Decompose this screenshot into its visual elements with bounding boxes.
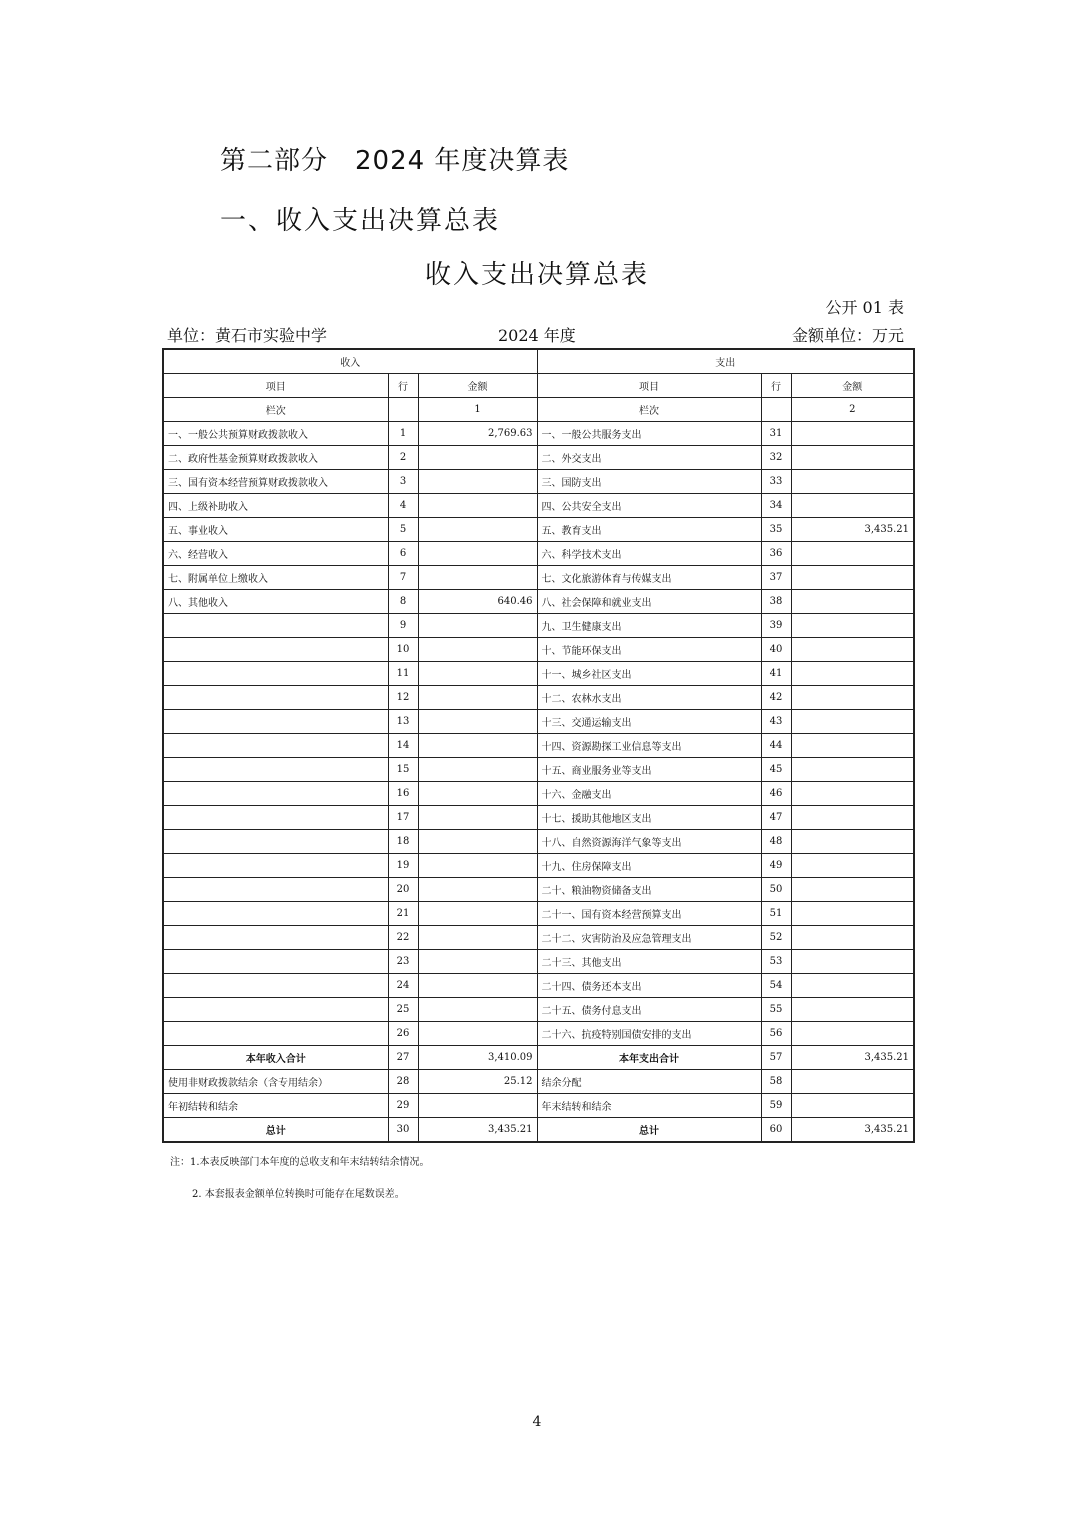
expense-item-cell: 十八、自然资源海洋气象等支出: [537, 830, 761, 854]
expense-amount-cell: [791, 1094, 914, 1118]
expense-amount-cell: [791, 902, 914, 926]
expense-amount-cell: 3,435.21: [791, 1118, 914, 1143]
expense-amount-cell: [791, 926, 914, 950]
income-row-no-cell: 4: [388, 494, 418, 518]
table-row: [163, 638, 914, 662]
expense-item-cell: 年末结转和结余: [537, 1094, 761, 1118]
reporting-unit: 单位：黄石市实验中学: [167, 326, 328, 345]
income-amount-cell: [418, 854, 537, 878]
table-row: [163, 422, 914, 446]
income-amount-cell: [418, 758, 537, 782]
expense-row-no-cell: 52: [761, 926, 791, 950]
table-row: [163, 518, 914, 542]
expense-amount-cell: [791, 950, 914, 974]
income-item-cell: 三、国有资本经营预算财政拨款收入: [163, 470, 388, 494]
expense-amount-cell: [791, 614, 914, 638]
income-row-no-cell: 11: [388, 662, 418, 686]
expense-row-no-cell: 57: [761, 1046, 791, 1070]
income-amount-cell: [418, 974, 537, 998]
column-index-row: [163, 398, 914, 422]
expense-row-no-cell: 50: [761, 878, 791, 902]
expense-amount-cell: [791, 806, 914, 830]
income-amount-cell: [418, 494, 537, 518]
expense-row-no-cell: 54: [761, 974, 791, 998]
expense-index-empty: [761, 398, 791, 422]
income-amount-cell: [418, 998, 537, 1022]
income-item-cell: [163, 830, 388, 854]
expense-row-no-cell: 42: [761, 686, 791, 710]
expense-amount-cell: [791, 758, 914, 782]
income-amount-cell: [418, 686, 537, 710]
expense-col-no: 2: [791, 398, 914, 422]
expense-row-header: 行: [761, 374, 791, 398]
income-item-cell: [163, 638, 388, 662]
income-amount-header: 金额: [418, 374, 537, 398]
income-amount-cell: [418, 830, 537, 854]
expense-amount-cell: [791, 542, 914, 566]
expense-row-no-cell: 38: [761, 590, 791, 614]
income-index-empty: [388, 398, 418, 422]
income-row-no-cell: 1: [388, 422, 418, 446]
expense-row-no-cell: 37: [761, 566, 791, 590]
expense-amount-cell: [791, 782, 914, 806]
income-item-cell: 五、事业收入: [163, 518, 388, 542]
table-row: [163, 902, 914, 926]
income-amount-cell: [418, 662, 537, 686]
expense-item-cell: 二十六、抗疫特别国债安排的支出: [537, 1022, 761, 1046]
income-expense-table: [162, 348, 915, 1143]
income-amount-cell: [418, 470, 537, 494]
expense-amount-cell: [791, 590, 914, 614]
expense-item-cell: 十、节能环保支出: [537, 638, 761, 662]
expense-item-cell: 五、教育支出: [537, 518, 761, 542]
expense-amount-cell: [791, 734, 914, 758]
expense-amount-cell: [791, 470, 914, 494]
income-item-cell: 七、附属单位上缴收入: [163, 566, 388, 590]
expense-row-no-cell: 53: [761, 950, 791, 974]
income-item-cell: 四、上级补助收入: [163, 494, 388, 518]
income-row-no-cell: 7: [388, 566, 418, 590]
income-row-no-cell: 26: [388, 1022, 418, 1046]
table-row: [163, 614, 914, 638]
income-item-cell: 总计: [163, 1118, 388, 1143]
expense-item-cell: 总计: [537, 1118, 761, 1143]
table-row: [163, 1094, 914, 1118]
expense-amount-cell: 3,435.21: [791, 1046, 914, 1070]
table-row: [163, 926, 914, 950]
income-item-cell: 一、一般公共预算财政拨款收入: [163, 422, 388, 446]
income-header: 收入: [163, 349, 537, 374]
expense-amount-cell: [791, 1022, 914, 1046]
income-amount-cell: 25.12: [418, 1070, 537, 1094]
income-index-label: 栏次: [163, 398, 388, 422]
total-row: [163, 1118, 914, 1143]
expense-amount-cell: [791, 830, 914, 854]
income-col-no: 1: [418, 398, 537, 422]
expense-item-header: 项目: [537, 374, 761, 398]
income-item-cell: 二、政府性基金预算财政拨款收入: [163, 446, 388, 470]
table-row: [163, 494, 914, 518]
income-row-no-cell: 18: [388, 830, 418, 854]
expense-item-cell: 十三、交通运输支出: [537, 710, 761, 734]
income-item-cell: [163, 806, 388, 830]
income-amount-cell: 3,410.09: [418, 1046, 537, 1070]
expense-row-no-cell: 31: [761, 422, 791, 446]
expense-item-cell: 二十四、债务还本支出: [537, 974, 761, 998]
income-item-header: 项目: [163, 374, 388, 398]
expense-amount-cell: [791, 686, 914, 710]
table-row: [163, 806, 914, 830]
income-row-no-cell: 17: [388, 806, 418, 830]
table-row: [163, 470, 914, 494]
income-amount-cell: [418, 1094, 537, 1118]
income-row-no-cell: 30: [388, 1118, 418, 1143]
expense-row-no-cell: 34: [761, 494, 791, 518]
table-row: [163, 950, 914, 974]
expense-row-no-cell: 32: [761, 446, 791, 470]
table-row: [163, 590, 914, 614]
expense-item-cell: 二十一、国有资本经营预算支出: [537, 902, 761, 926]
column-header-row: [163, 374, 914, 398]
income-amount-cell: 3,435.21: [418, 1118, 537, 1143]
expense-row-no-cell: 51: [761, 902, 791, 926]
income-item-cell: 八、其他收入: [163, 590, 388, 614]
expense-row-no-cell: 46: [761, 782, 791, 806]
expense-amount-cell: [791, 974, 914, 998]
income-row-no-cell: 16: [388, 782, 418, 806]
income-row-no-cell: 9: [388, 614, 418, 638]
income-row-header: 行: [388, 374, 418, 398]
expense-row-no-cell: 43: [761, 710, 791, 734]
expense-amount-cell: [791, 710, 914, 734]
expense-row-no-cell: 45: [761, 758, 791, 782]
expense-row-no-cell: 48: [761, 830, 791, 854]
expense-item-cell: 十五、商业服务业等支出: [537, 758, 761, 782]
expense-row-no-cell: 39: [761, 614, 791, 638]
income-item-cell: [163, 878, 388, 902]
income-row-no-cell: 22: [388, 926, 418, 950]
expense-header: 支出: [537, 349, 914, 374]
income-item-cell: 使用非财政拨款结余（含专用结余）: [163, 1070, 388, 1094]
expense-row-no-cell: 47: [761, 806, 791, 830]
income-amount-cell: [418, 926, 537, 950]
note-2: 2. 本套报表金额单位转换时可能存在尾数误差。: [192, 1189, 405, 1200]
income-item-cell: [163, 758, 388, 782]
income-row-no-cell: 13: [388, 710, 418, 734]
expense-amount-cell: [791, 446, 914, 470]
expense-index-label: 栏次: [537, 398, 761, 422]
income-row-no-cell: 8: [388, 590, 418, 614]
expense-amount-header: 金额: [791, 374, 914, 398]
table-row: [163, 878, 914, 902]
income-row-no-cell: 24: [388, 974, 418, 998]
income-row-no-cell: 2: [388, 446, 418, 470]
expense-item-cell: 六、科学技术支出: [537, 542, 761, 566]
expense-amount-cell: [791, 998, 914, 1022]
expense-item-cell: 二、外交支出: [537, 446, 761, 470]
table-row: [163, 830, 914, 854]
income-amount-cell: 640.46: [418, 590, 537, 614]
income-row-no-cell: 20: [388, 878, 418, 902]
income-row-no-cell: 27: [388, 1046, 418, 1070]
expense-row-no-cell: 56: [761, 1022, 791, 1046]
income-item-cell: [163, 974, 388, 998]
income-item-cell: [163, 854, 388, 878]
table-row: [163, 854, 914, 878]
income-amount-cell: [418, 566, 537, 590]
income-amount-cell: [418, 902, 537, 926]
expense-row-no-cell: 58: [761, 1070, 791, 1094]
table-row: [163, 686, 914, 710]
table-row: [163, 1070, 914, 1094]
expense-row-no-cell: 35: [761, 518, 791, 542]
expense-amount-cell: [791, 566, 914, 590]
income-row-no-cell: 29: [388, 1094, 418, 1118]
expense-row-no-cell: 55: [761, 998, 791, 1022]
expense-item-cell: 四、公共安全支出: [537, 494, 761, 518]
expense-item-cell: 二十二、灾害防治及应急管理支出: [537, 926, 761, 950]
income-amount-cell: [418, 542, 537, 566]
expense-item-cell: 九、卫生健康支出: [537, 614, 761, 638]
income-item-cell: [163, 734, 388, 758]
expense-amount-cell: [791, 494, 914, 518]
income-item-cell: 本年收入合计: [163, 1046, 388, 1070]
income-row-no-cell: 25: [388, 998, 418, 1022]
income-row-no-cell: 5: [388, 518, 418, 542]
income-amount-cell: [418, 878, 537, 902]
table-title: 收入支出决算总表: [424, 260, 649, 290]
expense-amount-cell: [791, 878, 914, 902]
income-row-no-cell: 15: [388, 758, 418, 782]
income-amount-cell: [418, 950, 537, 974]
table-row: [163, 782, 914, 806]
income-amount-cell: [418, 782, 537, 806]
income-item-cell: 年初结转和结余: [163, 1094, 388, 1118]
income-amount-cell: [418, 518, 537, 542]
expense-row-no-cell: 41: [761, 662, 791, 686]
table-row: [163, 734, 914, 758]
income-amount-cell: [418, 614, 537, 638]
income-item-cell: [163, 1022, 388, 1046]
income-amount-cell: [418, 446, 537, 470]
expense-amount-cell: 3,435.21: [791, 518, 914, 542]
part-heading: 第二部分 2024 年度决算表: [220, 146, 570, 176]
expense-item-cell: 七、文化旅游体育与传媒支出: [537, 566, 761, 590]
expense-item-cell: 二十三、其他支出: [537, 950, 761, 974]
note-1: 注：1.本表反映部门本年度的总收支和年末结转结余情况。: [170, 1157, 430, 1168]
expense-item-cell: 一、一般公共服务支出: [537, 422, 761, 446]
income-item-cell: [163, 710, 388, 734]
expense-item-cell: 十七、援助其他地区支出: [537, 806, 761, 830]
expense-row-no-cell: 44: [761, 734, 791, 758]
subtotal-row: [163, 1046, 914, 1070]
expense-row-no-cell: 59: [761, 1094, 791, 1118]
table-row: [163, 758, 914, 782]
expense-row-no-cell: 60: [761, 1118, 791, 1143]
income-amount-cell: [418, 1022, 537, 1046]
expense-item-cell: 结余分配: [537, 1070, 761, 1094]
income-item-cell: [163, 614, 388, 638]
income-amount-cell: [418, 638, 537, 662]
table-row: [163, 566, 914, 590]
expense-item-cell: 本年支出合计: [537, 1046, 761, 1070]
group-header-row: [163, 349, 914, 374]
income-amount-cell: [418, 710, 537, 734]
table-row: [163, 662, 914, 686]
income-item-cell: [163, 902, 388, 926]
income-item-cell: [163, 926, 388, 950]
expense-item-cell: 十四、资源勘探工业信息等支出: [537, 734, 761, 758]
income-item-cell: [163, 686, 388, 710]
report-year: 2024 年度: [498, 326, 576, 345]
expense-item-cell: 八、社会保障和就业支出: [537, 590, 761, 614]
expense-item-cell: 十二、农林水支出: [537, 686, 761, 710]
expense-amount-cell: [791, 662, 914, 686]
table-row: [163, 446, 914, 470]
table-row: [163, 974, 914, 998]
expense-amount-cell: [791, 638, 914, 662]
income-amount-cell: [418, 806, 537, 830]
amount-unit: 金额单位：万元: [791, 326, 904, 345]
table-row: [163, 1022, 914, 1046]
expense-item-cell: 三、国防支出: [537, 470, 761, 494]
income-row-no-cell: 10: [388, 638, 418, 662]
expense-row-no-cell: 36: [761, 542, 791, 566]
section-heading: 一、收入支出决算总表: [220, 206, 501, 236]
income-row-no-cell: 14: [388, 734, 418, 758]
income-row-no-cell: 28: [388, 1070, 418, 1094]
income-row-no-cell: 23: [388, 950, 418, 974]
expense-row-no-cell: 40: [761, 638, 791, 662]
income-item-cell: [163, 998, 388, 1022]
expense-item-cell: 二十五、债务付息支出: [537, 998, 761, 1022]
income-row-no-cell: 6: [388, 542, 418, 566]
expense-amount-cell: [791, 422, 914, 446]
expense-item-cell: 十九、住房保障支出: [537, 854, 761, 878]
expense-item-cell: 十六、金融支出: [537, 782, 761, 806]
income-item-cell: [163, 662, 388, 686]
income-row-no-cell: 19: [388, 854, 418, 878]
expense-item-cell: 十一、城乡社区支出: [537, 662, 761, 686]
income-row-no-cell: 3: [388, 470, 418, 494]
form-code: 公开 01 表: [825, 298, 904, 317]
income-amount-cell: 2,769.63: [418, 422, 537, 446]
table-row: [163, 542, 914, 566]
income-amount-cell: [418, 734, 537, 758]
expense-row-no-cell: 49: [761, 854, 791, 878]
expense-row-no-cell: 33: [761, 470, 791, 494]
expense-amount-cell: [791, 854, 914, 878]
expense-amount-cell: [791, 1070, 914, 1094]
income-row-no-cell: 21: [388, 902, 418, 926]
expense-item-cell: 二十、粮油物资储备支出: [537, 878, 761, 902]
income-item-cell: 六、经营收入: [163, 542, 388, 566]
income-item-cell: [163, 950, 388, 974]
income-item-cell: [163, 782, 388, 806]
page-number: 4: [532, 1414, 542, 1430]
table-row: [163, 710, 914, 734]
table-row: [163, 998, 914, 1022]
income-row-no-cell: 12: [388, 686, 418, 710]
